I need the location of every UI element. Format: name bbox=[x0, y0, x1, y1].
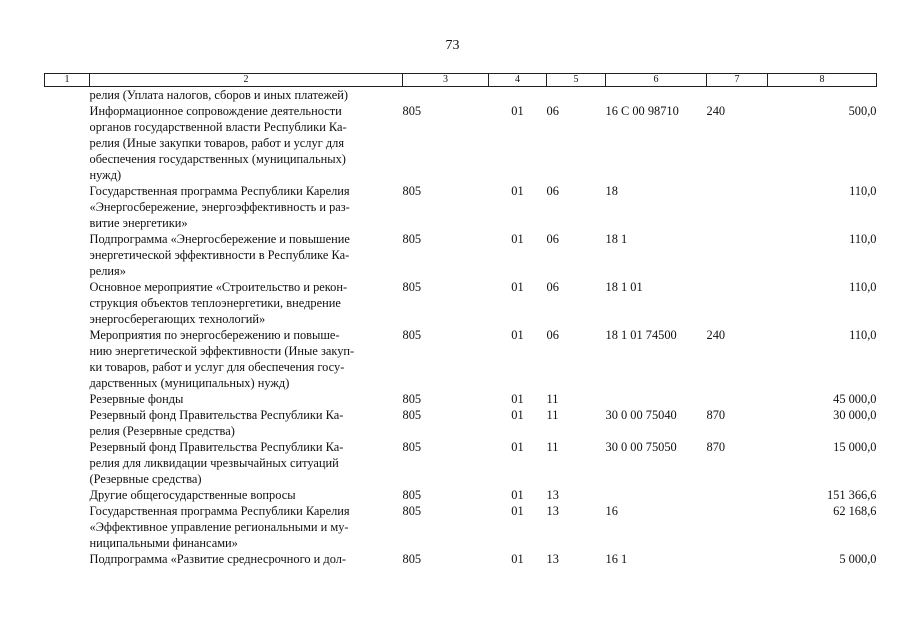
target-article-cell: 18 1 01 74500 bbox=[605, 328, 677, 342]
row-number-cell bbox=[45, 487, 90, 503]
item-name-line: «Эффективное управление региональными и му- bbox=[89, 520, 349, 534]
row-number-cell bbox=[45, 391, 90, 407]
table-row bbox=[45, 231, 877, 279]
amount-cell: 15 000,0 bbox=[833, 440, 877, 454]
column-header-7: 7 bbox=[707, 74, 768, 87]
item-name-line: нию энергетической эффективности (Иные закуп- bbox=[89, 344, 355, 358]
subsection-code-cell: 11 bbox=[546, 392, 559, 406]
section-code-cell: 01 bbox=[511, 184, 524, 198]
section-code-cell: 01 bbox=[511, 488, 524, 502]
department-code-cell: 805 bbox=[402, 232, 422, 246]
target-article-cell: 16 bbox=[605, 504, 618, 518]
item-name-line: Основное мероприятие «Строительство и рекон- bbox=[89, 280, 348, 294]
item-name-line: обеспечения государственных (муниципальных) bbox=[89, 152, 346, 166]
item-name-line: Информационное сопровождение деятельности bbox=[89, 104, 342, 118]
item-name-cell bbox=[90, 231, 403, 279]
column-number-header-row bbox=[45, 74, 877, 87]
department-code-cell: 805 bbox=[402, 280, 422, 294]
table-row bbox=[45, 87, 877, 104]
department-code-cell: 805 bbox=[402, 552, 422, 566]
department-code-cell: 805 bbox=[402, 104, 422, 118]
expense-type-cell bbox=[707, 503, 768, 551]
expense-type-cell: 870 bbox=[706, 408, 726, 422]
table-row bbox=[45, 503, 877, 551]
item-name-cell bbox=[90, 183, 403, 231]
subsection-code-cell: 06 bbox=[546, 280, 559, 294]
item-name-line: релия (Резервные средства) bbox=[89, 424, 235, 438]
amount-cell: 30 000,0 bbox=[833, 408, 877, 422]
expense-type-cell bbox=[707, 183, 768, 231]
row-number-cell bbox=[45, 503, 90, 551]
subsection-code-cell: 11 bbox=[546, 440, 559, 454]
item-name-line: энергосберегающих технологий» bbox=[89, 312, 266, 326]
amount-cell: 110,0 bbox=[849, 280, 877, 294]
section-code-cell: 01 bbox=[511, 328, 524, 342]
section-code-cell: 01 bbox=[511, 552, 524, 566]
item-name-line: дарственных (муниципальных) нужд) bbox=[89, 376, 290, 390]
section-code-cell: 01 bbox=[511, 392, 524, 406]
item-name-line: Государственная программа Республики Карелия bbox=[89, 184, 350, 198]
expense-type-cell: 870 bbox=[706, 440, 726, 454]
table-row bbox=[45, 183, 877, 231]
amount-cell: 45 000,0 bbox=[833, 392, 877, 406]
department-code-cell bbox=[403, 87, 489, 104]
amount-cell: 110,0 bbox=[849, 328, 877, 342]
item-name-line: релия (Уплата налогов, сборов и иных платежей) bbox=[89, 88, 349, 102]
row-number-cell bbox=[45, 439, 90, 487]
column-header-2: 2 bbox=[90, 74, 403, 87]
row-number-cell bbox=[45, 183, 90, 231]
table-row bbox=[45, 439, 877, 487]
row-number-cell bbox=[45, 407, 90, 439]
row-number-cell bbox=[45, 279, 90, 327]
department-code-cell: 805 bbox=[402, 408, 422, 422]
item-name-cell bbox=[90, 487, 403, 503]
item-name-line: релия для ликвидации чрезвычайных ситуаций bbox=[89, 456, 339, 470]
department-code-cell: 805 bbox=[402, 184, 422, 198]
item-name-line: Другие общегосударственные вопросы bbox=[89, 488, 296, 502]
department-code-cell: 805 bbox=[402, 440, 422, 454]
amount-cell: 5 000,0 bbox=[839, 552, 877, 566]
section-code-cell: 01 bbox=[511, 440, 524, 454]
item-name-line: нужд) bbox=[89, 168, 122, 182]
item-name-line: струкция объектов теплоэнергетики, внедрение bbox=[89, 296, 341, 310]
budget-table bbox=[44, 73, 877, 567]
item-name-line: энергетической эффективности в Республике Ка- bbox=[89, 248, 350, 262]
target-article-cell bbox=[606, 487, 707, 503]
table-row bbox=[45, 487, 877, 503]
expense-type-cell: 240 bbox=[706, 104, 726, 118]
amount-cell: 110,0 bbox=[849, 184, 877, 198]
item-name-line: Резервные фонды bbox=[89, 392, 184, 406]
expense-type-cell bbox=[707, 391, 768, 407]
column-header-4: 4 bbox=[489, 74, 547, 87]
item-name-line: ки товаров, работ и услуг для обеспечения госу- bbox=[89, 360, 345, 374]
table-row bbox=[45, 103, 877, 183]
expense-type-cell bbox=[707, 279, 768, 327]
amount-cell: 62 168,6 bbox=[833, 504, 877, 518]
column-header-5: 5 bbox=[547, 74, 606, 87]
item-name-cell bbox=[90, 439, 403, 487]
target-article-cell: 30 0 00 75040 bbox=[605, 408, 677, 422]
expense-type-cell: 240 bbox=[706, 328, 726, 342]
table-row bbox=[45, 551, 877, 567]
item-name-line: «Энергосбережение, энергоэффективность и раз- bbox=[89, 200, 350, 214]
subsection-code-cell: 11 bbox=[546, 408, 559, 422]
subsection-code-cell: 13 bbox=[546, 504, 559, 518]
item-name-line: релия (Иные закупки товаров, работ и услуг для bbox=[89, 136, 345, 150]
column-header-6: 6 bbox=[606, 74, 707, 87]
subsection-code-cell: 06 bbox=[546, 184, 559, 198]
column-header-3: 3 bbox=[403, 74, 489, 87]
section-code-cell: 01 bbox=[511, 504, 524, 518]
subsection-code-cell: 06 bbox=[546, 104, 559, 118]
expense-type-cell bbox=[707, 551, 768, 567]
target-article-cell bbox=[606, 391, 707, 407]
amount-cell: 500,0 bbox=[848, 104, 877, 118]
amount-cell bbox=[768, 87, 877, 104]
target-article-cell bbox=[606, 87, 707, 104]
amount-cell: 151 366,6 bbox=[826, 488, 877, 502]
department-code-cell: 805 bbox=[402, 328, 422, 342]
subsection-code-cell: 06 bbox=[546, 232, 559, 246]
table-row bbox=[45, 279, 877, 327]
item-name-line: Резервный фонд Правительства Республики Ка- bbox=[89, 440, 344, 454]
section-code-cell: 01 bbox=[511, 408, 524, 422]
table-row bbox=[45, 407, 877, 439]
item-name-cell bbox=[90, 103, 403, 183]
item-name-line: (Резервные средства) bbox=[89, 472, 202, 486]
expense-type-cell bbox=[707, 231, 768, 279]
page-number: 73 bbox=[445, 38, 460, 53]
section-code-cell: 01 bbox=[511, 232, 524, 246]
item-name-line: органов государственной власти Республики Ка- bbox=[89, 120, 347, 134]
column-header-8: 8 bbox=[768, 74, 877, 87]
row-number-cell bbox=[45, 231, 90, 279]
subsection-code-cell bbox=[547, 87, 606, 104]
item-name-line: Государственная программа Республики Карелия bbox=[89, 504, 350, 518]
target-article-cell: 18 1 01 bbox=[605, 280, 643, 294]
row-number-cell bbox=[45, 551, 90, 567]
target-article-cell: 30 0 00 75050 bbox=[605, 440, 677, 454]
item-name-cell bbox=[90, 407, 403, 439]
expense-type-cell bbox=[707, 487, 768, 503]
row-number-cell bbox=[45, 87, 90, 104]
item-name-cell bbox=[90, 551, 403, 567]
item-name-line: Подпрограмма «Развитие среднесрочного и дол- bbox=[89, 552, 347, 566]
department-code-cell: 805 bbox=[402, 504, 422, 518]
row-number-cell bbox=[45, 327, 90, 391]
column-header-1: 1 bbox=[45, 74, 90, 87]
subsection-code-cell: 13 bbox=[546, 488, 559, 502]
expense-type-cell bbox=[707, 87, 768, 104]
department-code-cell: 805 bbox=[402, 392, 422, 406]
table-row bbox=[45, 391, 877, 407]
item-name-line: релия» bbox=[89, 264, 126, 278]
target-article-cell: 16 1 bbox=[605, 552, 628, 566]
item-name-cell bbox=[90, 327, 403, 391]
target-article-cell: 18 bbox=[605, 184, 618, 198]
amount-cell: 110,0 bbox=[849, 232, 877, 246]
target-article-cell: 16 С 00 98710 bbox=[605, 104, 679, 118]
target-article-cell: 18 1 bbox=[605, 232, 628, 246]
budget-table-body bbox=[45, 87, 877, 568]
subsection-code-cell: 13 bbox=[546, 552, 559, 566]
item-name-line: Подпрограмма «Энергосбережение и повышение bbox=[89, 232, 350, 246]
item-name-cell bbox=[90, 279, 403, 327]
department-code-cell: 805 bbox=[402, 488, 422, 502]
section-code-cell: 01 bbox=[511, 280, 524, 294]
row-number-cell bbox=[45, 103, 90, 183]
item-name-line: Мероприятия по энергосбережению и повыше- bbox=[89, 328, 340, 342]
item-name-cell bbox=[90, 503, 403, 551]
section-code-cell: 01 bbox=[511, 104, 524, 118]
item-name-line: Резервный фонд Правительства Республики Ка- bbox=[89, 408, 344, 422]
item-name-cell bbox=[90, 87, 403, 104]
table-row bbox=[45, 327, 877, 391]
item-name-line: витие энергетики» bbox=[89, 216, 188, 230]
subsection-code-cell: 06 bbox=[546, 328, 559, 342]
item-name-cell bbox=[90, 391, 403, 407]
item-name-line: ниципальными финансами» bbox=[89, 536, 238, 550]
section-code-cell bbox=[489, 87, 547, 104]
